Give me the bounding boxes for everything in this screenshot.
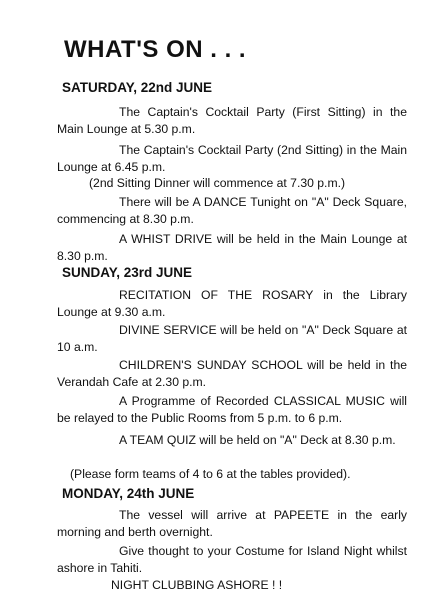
event-classical-music: A Programme of Recorded CLASSICAL MUSIC will be relayed to the Public Rooms from 5 p.m. to 6 p.m.	[57, 394, 407, 425]
page-title: WHAT'S ON . . .	[64, 36, 247, 63]
event-rosary: RECITATION OF THE ROSARY in the Library Lounge at 9.30 a.m.	[57, 288, 407, 319]
day-heading-monday: MONDAY, 24th JUNE	[62, 486, 195, 501]
event-team-quiz: A TEAM QUIZ will be held on "A" Deck at 8.30 p.m.	[119, 433, 396, 447]
event-captains-cocktail-second: The Captain's Cocktail Party (2nd Sitting) in the Main Lounge at 6.45 p.m.	[57, 143, 407, 174]
event-sunday-school: CHILDREN'S SUNDAY SCHOOL will be held in the Verandah Cafe at 2.30 p.m.	[57, 358, 407, 389]
day-heading-saturday: SATURDAY, 22nd JUNE	[62, 80, 213, 95]
event-divine-service: DIVINE SERVICE will be held on "A" Deck Square at 10 a.m.	[57, 323, 407, 354]
event-team-quiz-note: (Please form teams of 4 to 6 at the tables provided).	[70, 467, 351, 481]
event-island-night-costume: Give thought to your Costume for Island Night whilst ashore in Tahiti.	[57, 544, 407, 575]
event-dance: There will be A DANCE Tunight on "A" Deck Square, commencing at 8.30 p.m.	[57, 195, 407, 226]
event-night-clubbing: NIGHT CLUBBING ASHORE ! !	[111, 578, 283, 592]
event-captains-cocktail-first: The Captain's Cocktail Party (First Sitting) in the Main Lounge at 5.30 p.m.	[57, 105, 407, 136]
event-arrive-papeete: The vessel will arrive at PAPEETE in the early morning and berth overnight.	[57, 508, 407, 539]
event-whist-drive: A WHIST DRIVE will be held in the Main Lounge at 8.30 p.m.	[57, 232, 407, 263]
event-second-sitting-dinner-note: (2nd Sitting Dinner will commence at 7.30 p.m.)	[89, 176, 346, 190]
day-heading-sunday: SUNDAY, 23rd JUNE	[62, 265, 193, 280]
